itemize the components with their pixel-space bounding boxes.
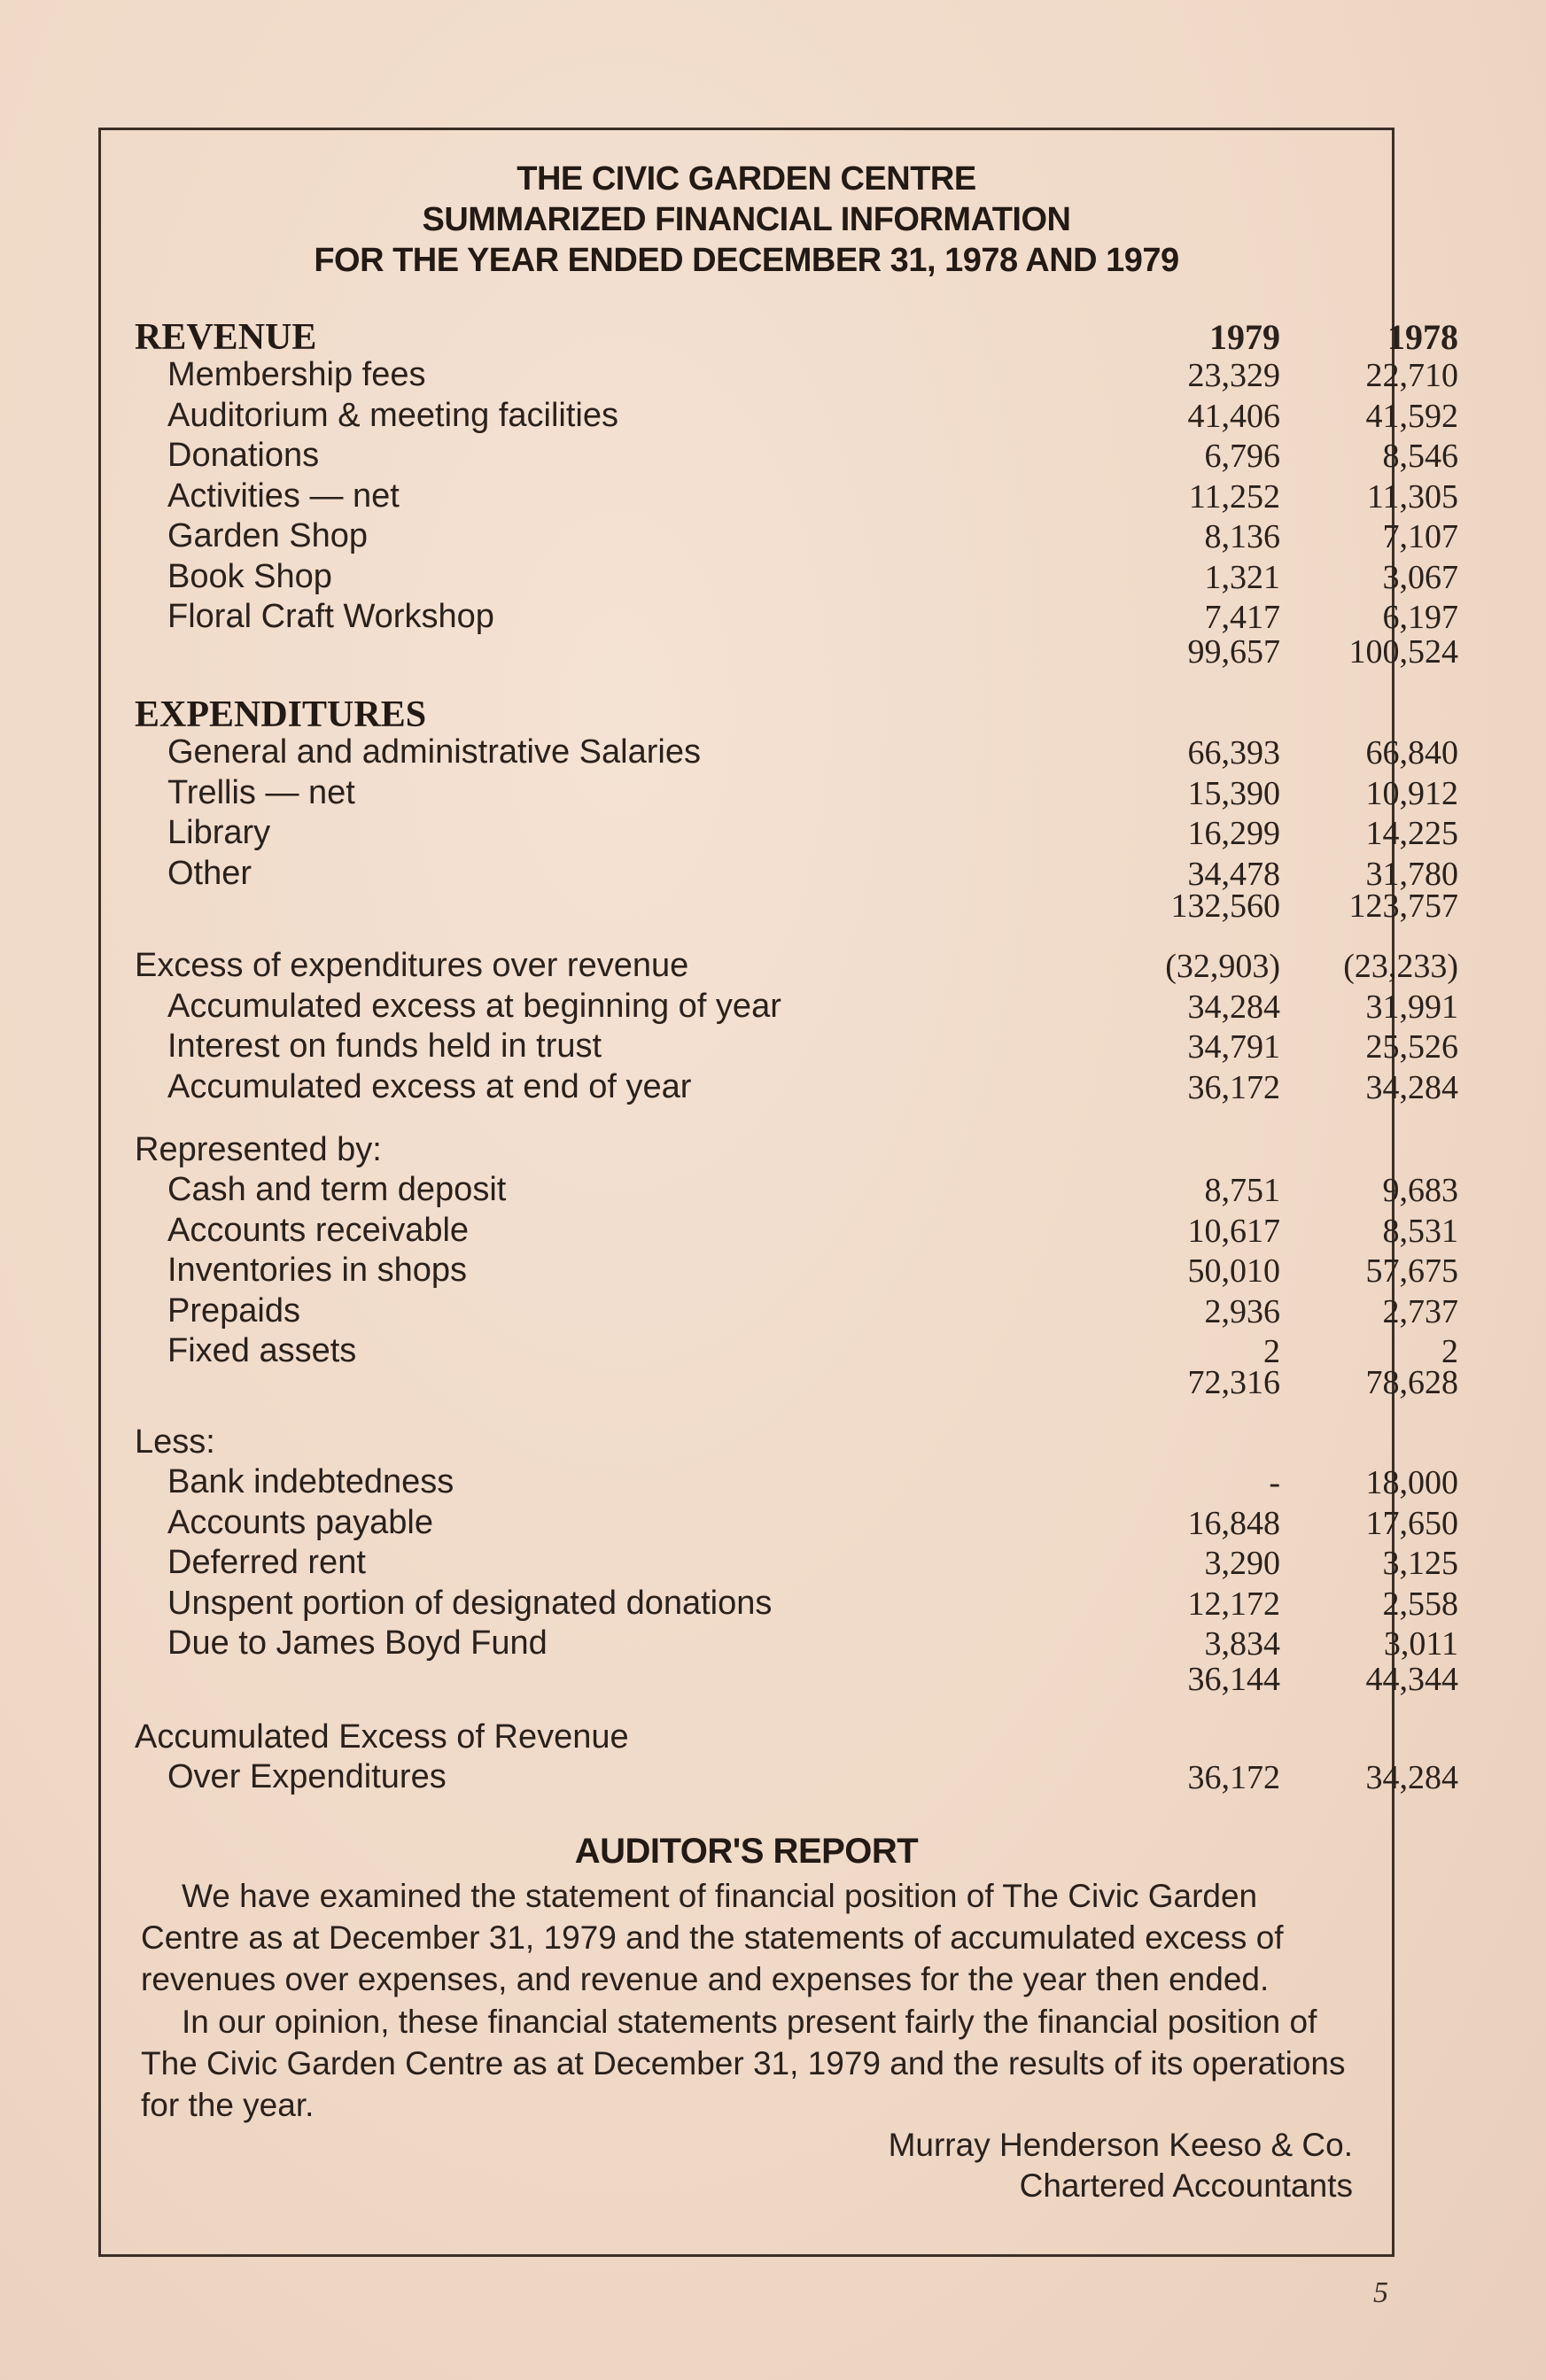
expenditure-item-label: Trellis — net — [167, 773, 355, 811]
expenditures-header-row — [101, 694, 1392, 733]
asset-item-value-1978: 9,683 — [1382, 1172, 1458, 1209]
expenditure-item-label: Other — [167, 854, 252, 892]
asset-item-value-1978: 2 — [1441, 1333, 1458, 1370]
revenue-item-value-1978: 22,710 — [1365, 357, 1458, 394]
excess-item-label: Accumulated excess at beginning of year — [167, 987, 781, 1025]
excess-item-value-1979: 36,172 — [1187, 1068, 1280, 1106]
liability-item-value-1978: 18,000 — [1365, 1464, 1458, 1501]
excess-item-row — [101, 987, 1458, 1027]
represented-heading: Represented by: — [135, 1131, 382, 1168]
revenue-heading: REVENUE — [135, 317, 317, 358]
revenue-item-value-1978: 41,592 — [1365, 397, 1458, 435]
revenue-total-1978: 100,524 — [1348, 633, 1458, 671]
revenue-item-row — [101, 356, 1458, 395]
excess-item-row — [101, 1067, 1458, 1107]
expenditure-item-value-1978: 14,225 — [1365, 815, 1458, 852]
excess-item-label: Accumulated excess at end of year — [167, 1067, 692, 1105]
less-total-1978: 44,344 — [1365, 1661, 1458, 1698]
expenditure-item-row — [101, 814, 1458, 853]
asset-item-row — [101, 1291, 1458, 1331]
auditor-paragraph-2: In our opinion, these financial statements present fairly the financial position of The Civic Garden Centre as at December 31, 1979 and the results of its operations for the year. — [141, 2004, 1346, 2123]
revenue-item-row — [101, 557, 1458, 597]
revenue-item-label: Auditorium & meeting facilities — [167, 396, 618, 434]
excess-item-row — [101, 1027, 1458, 1066]
column-1978: 1978 — [1387, 317, 1458, 357]
expenditure-item-value-1978: 31,780 — [1365, 855, 1458, 893]
excess-item-value-1979: (32,903) — [1165, 948, 1280, 985]
excess-item-value-1978: 25,526 — [1365, 1028, 1458, 1066]
expenditure-item-row — [101, 773, 1458, 813]
revenue-item-label: Membership fees — [167, 356, 426, 393]
revenue-item-label: Book Shop — [167, 557, 332, 595]
asset-item-value-1979: 8,751 — [1204, 1172, 1280, 1209]
asset-item-value-1979: 2 — [1263, 1333, 1280, 1370]
asset-item-value-1979: 2,936 — [1204, 1292, 1280, 1330]
excess-item-value-1978: (23,233) — [1343, 948, 1458, 985]
excess-item-label: Excess of expenditures over revenue — [135, 947, 689, 984]
revenue-total-row — [101, 632, 1458, 671]
liability-item-value-1978: 3,125 — [1382, 1545, 1458, 1582]
excess-item-value-1978: 31,991 — [1365, 988, 1458, 1026]
accumulated-line1-row — [101, 1718, 1392, 1757]
liability-item-row — [101, 1624, 1458, 1663]
asset-item-value-1978: 8,531 — [1382, 1212, 1458, 1250]
expenditure-item-value-1979: 15,390 — [1187, 774, 1280, 812]
liability-item-row — [101, 1584, 1458, 1624]
asset-item-value-1978: 57,675 — [1365, 1252, 1458, 1290]
revenue-item-row — [101, 517, 1458, 556]
revenue-item-value-1979: 41,406 — [1187, 397, 1280, 435]
revenue-item-value-1978: 8,546 — [1382, 438, 1458, 475]
revenue-item-row — [101, 396, 1458, 436]
revenue-item-row — [101, 598, 1458, 637]
revenue-item-label: Garden Shop — [167, 517, 369, 554]
asset-item-label: Prepaids — [167, 1291, 300, 1330]
expenditure-item-value-1979: 66,393 — [1187, 734, 1280, 771]
auditor-paragraph-1: We have examined the statement of financial position of The Civic Garden Centre as at December 31, 1979 and the statements of accumulated excess of revenues over expenses, and revenue and expenses for the year then ended. — [141, 1878, 1284, 1997]
asset-item-label: Fixed assets — [167, 1332, 357, 1369]
liability-item-label: Deferred rent — [167, 1544, 366, 1581]
expenditure-item-label: Library — [167, 814, 271, 851]
represented-total-1979: 72,316 — [1187, 1364, 1280, 1401]
asset-item-value-1979: 10,617 — [1187, 1212, 1280, 1250]
liability-item-row — [101, 1503, 1458, 1543]
revenue-item-value-1978: 3,067 — [1382, 558, 1458, 596]
asset-item-row — [101, 1252, 1458, 1291]
accumulated-1978: 34,284 — [1365, 1759, 1458, 1796]
asset-item-row — [101, 1171, 1458, 1210]
statement-frame — [98, 128, 1458, 2257]
revenue-item-value-1979: 11,252 — [1188, 477, 1280, 516]
represented-total-1978: 78,628 — [1365, 1364, 1458, 1401]
excess-item-value-1979: 34,284 — [1187, 988, 1280, 1026]
revenue-item-label: Activities — net — [167, 477, 400, 515]
title-line-2: SUMMARIZED FINANCIAL INFORMATION — [422, 201, 1071, 238]
expenditure-item-value-1978: 66,840 — [1365, 734, 1458, 771]
represented-header-row — [101, 1131, 1392, 1170]
accumulated-line2-row — [101, 1758, 1458, 1797]
liability-item-row — [101, 1544, 1458, 1583]
expenditures-heading: EXPENDITURES — [135, 694, 427, 735]
asset-item-label: Inventories in shops — [167, 1252, 467, 1289]
revenue-item-label: Donations — [167, 437, 320, 474]
liability-item-value-1979: 16,848 — [1187, 1504, 1280, 1542]
excess-item-value-1978: 34,284 — [1365, 1068, 1458, 1106]
excess-item-label: Interest on funds held in trust — [167, 1027, 602, 1065]
revenue-item-row — [101, 477, 1458, 516]
revenue-item-value-1979: 23,329 — [1187, 357, 1280, 394]
expenditures-total-row — [101, 887, 1458, 926]
liability-item-value-1979: 3,290 — [1204, 1545, 1280, 1582]
represented-total-row — [101, 1363, 1458, 1402]
accumulated-label-2: Over Expenditures — [167, 1758, 447, 1795]
asset-item-value-1978: 2,737 — [1382, 1292, 1458, 1330]
revenue-item-value-1979: 7,417 — [1204, 599, 1280, 636]
liability-item-label: Bank indebtedness — [167, 1463, 454, 1500]
less-header-row — [101, 1423, 1392, 1462]
revenue-item-value-1979: 8,136 — [1204, 518, 1280, 555]
asset-item-label: Accounts receivable — [167, 1211, 470, 1249]
asset-item-value-1979: 50,010 — [1187, 1252, 1280, 1290]
revenue-item-label: Floral Craft Workshop — [167, 598, 494, 635]
revenue-item-row — [101, 437, 1458, 476]
liability-item-label: Unspent portion of designated donations — [167, 1584, 773, 1622]
accumulated-1979: 36,172 — [1187, 1759, 1280, 1796]
liability-item-value-1978: 17,650 — [1365, 1504, 1458, 1542]
liability-item-value-1979: 12,172 — [1187, 1585, 1280, 1623]
revenue-item-value-1978: 7,107 — [1382, 518, 1458, 555]
less-heading: Less: — [135, 1423, 215, 1461]
title-line-1: THE CIVIC GARDEN CENTRE — [517, 160, 976, 198]
less-total-1979: 36,144 — [1187, 1661, 1280, 1698]
liability-item-label: Accounts payable — [167, 1503, 433, 1541]
liability-item-value-1978: 3,011 — [1383, 1625, 1458, 1663]
expenditures-total-1978: 123,757 — [1348, 888, 1458, 925]
auditor-heading: AUDITOR'S REPORT — [574, 1832, 919, 1871]
expenditure-item-value-1978: 10,912 — [1365, 774, 1458, 812]
excess-item-value-1979: 34,791 — [1187, 1028, 1280, 1066]
revenue-item-value-1979: 1,321 — [1204, 558, 1280, 596]
auditor-signature-firm: Murray Henderson Keeso & Co. — [888, 2127, 1353, 2163]
liability-item-value-1978: 2,558 — [1382, 1585, 1458, 1623]
excess-item-row — [101, 947, 1458, 986]
expenditure-item-value-1979: 34,478 — [1187, 855, 1280, 893]
liability-item-value-1979: - — [1269, 1464, 1280, 1501]
revenue-item-value-1978: 11,305 — [1366, 477, 1458, 516]
liability-item-label: Due to James Boyd Fund — [167, 1624, 548, 1662]
liability-item-row — [101, 1463, 1458, 1502]
title-line-3: FOR THE YEAR ENDED DECEMBER 31, 1978 AND 1979 — [314, 242, 1179, 279]
liability-item-value-1979: 3,834 — [1204, 1625, 1280, 1663]
expenditure-item-label: General and administrative Salaries — [167, 733, 701, 771]
revenue-header-row — [101, 316, 1458, 358]
column-1979: 1979 — [1209, 317, 1280, 357]
expenditures-total-1979: 132,560 — [1170, 888, 1280, 925]
expenditure-item-row — [101, 733, 1458, 772]
revenue-item-value-1978: 6,197 — [1382, 599, 1458, 636]
page-number: 5 — [1373, 2276, 1388, 2309]
asset-item-label: Cash and term deposit — [167, 1171, 507, 1208]
revenue-item-value-1979: 6,796 — [1204, 438, 1280, 475]
less-total-row — [101, 1660, 1458, 1699]
accumulated-label-1: Accumulated Excess of Revenue — [135, 1718, 629, 1756]
auditor-signature-title: Chartered Accountants — [1019, 2167, 1353, 2204]
asset-item-row — [101, 1211, 1458, 1251]
revenue-total-1979: 99,657 — [1187, 633, 1280, 671]
expenditure-item-value-1979: 16,299 — [1187, 815, 1280, 852]
